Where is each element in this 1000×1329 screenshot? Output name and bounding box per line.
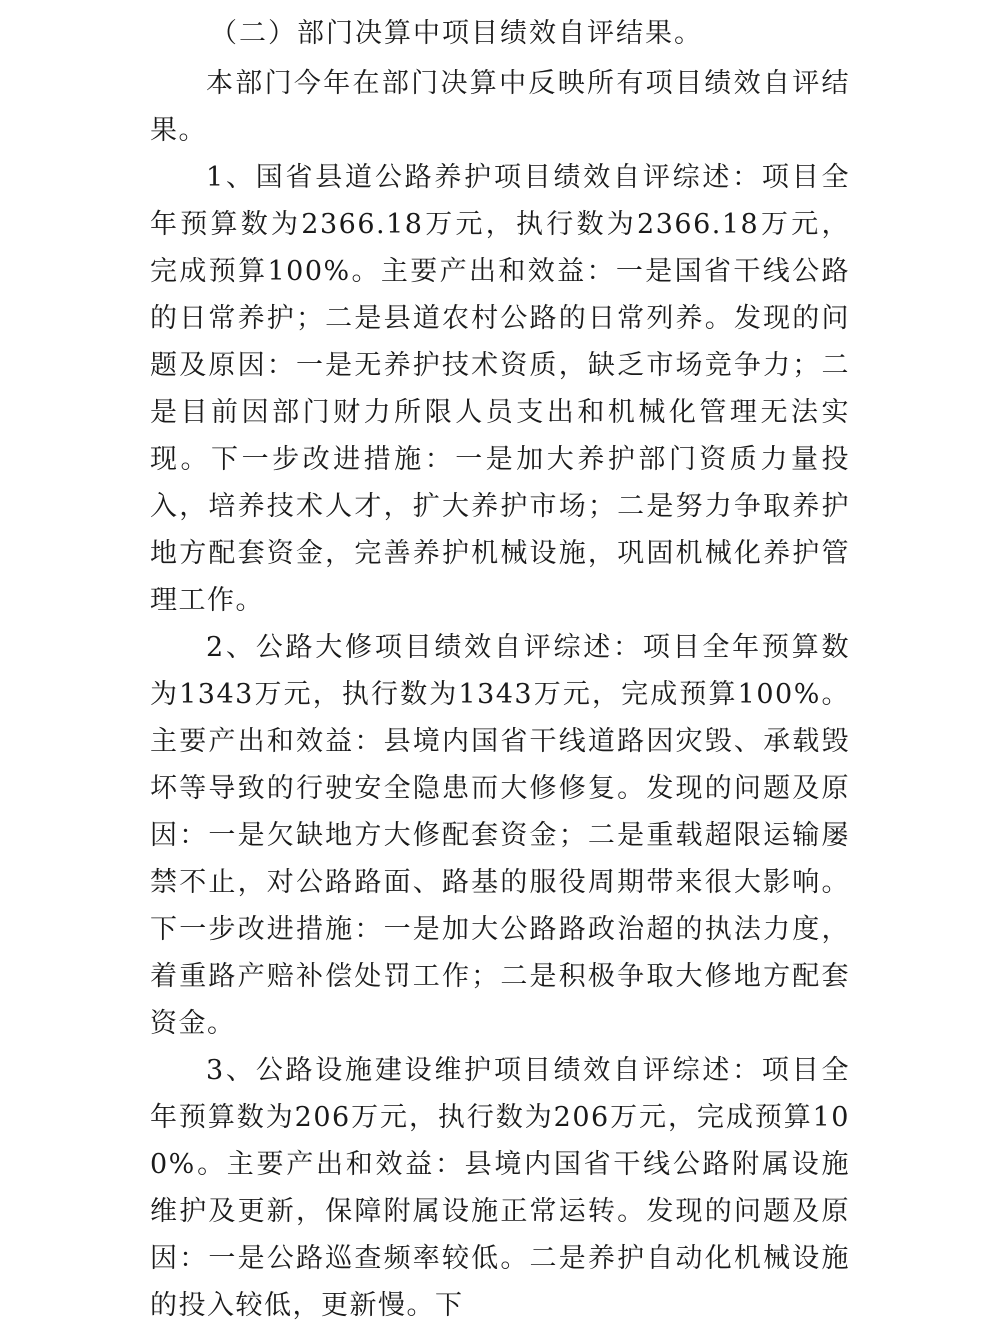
project-item-1: 1、国省县道公路养护项目绩效自评综述：项目全年预算数为2366.18万元，执行数为2366.18万元，完成预算100%。主要产出和效益：一是国省干线公路的日常养护；二是县道农村公路的日常列养。发现的问题及原因：一是无养护技术资质，缺乏市场竞争力；二是目前因部门财力所限人员支出和机械化管理无法实现。下一步改进措施：一是加大养护部门资质力量投入，培养技术人才，扩大养护市场；二是努力争取养护地方配套资金，完善养护机械设施，巩固机械化养护管理工作。: [150, 162, 850, 616]
section-heading: （二）部门决算中项目绩效自评结果。: [210, 18, 703, 49]
intro-paragraph: 本部门今年在部门决算中反映所有项目绩效自评结果。: [150, 68, 850, 146]
project-item-3: 3、公路设施建设维护项目绩效自评综述：项目全年预算数为206万元，执行数为206万元，完成预算100%。主要产出和效益：县境内国省干线公路附属设施维护及更新，保障附属设施正常运转。发现的问题及原因：一是公路巡查频率较低。二是养护自动化机械设施的投入较低，更新慢。下: [150, 1055, 850, 1321]
document-page: [150, 14, 850, 1329]
project-item-2: 2、公路大修项目绩效自评综述：项目全年预算数为1343万元，执行数为1343万元，完成预算100%。主要产出和效益：县境内国省干线道路因灾毁、承载毁坏等导致的行驶安全隐患而大修修复。发现的问题及原因：一是欠缺地方大修配套资金；二是重载超限运输屡禁不止，对公路路面、路基的服役周期带来很大影响。下一步改进措施：一是加大公路路政治超的执法力度，着重路产赔补偿处罚工作；二是积极争取大修地方配套资金。: [150, 632, 850, 1039]
